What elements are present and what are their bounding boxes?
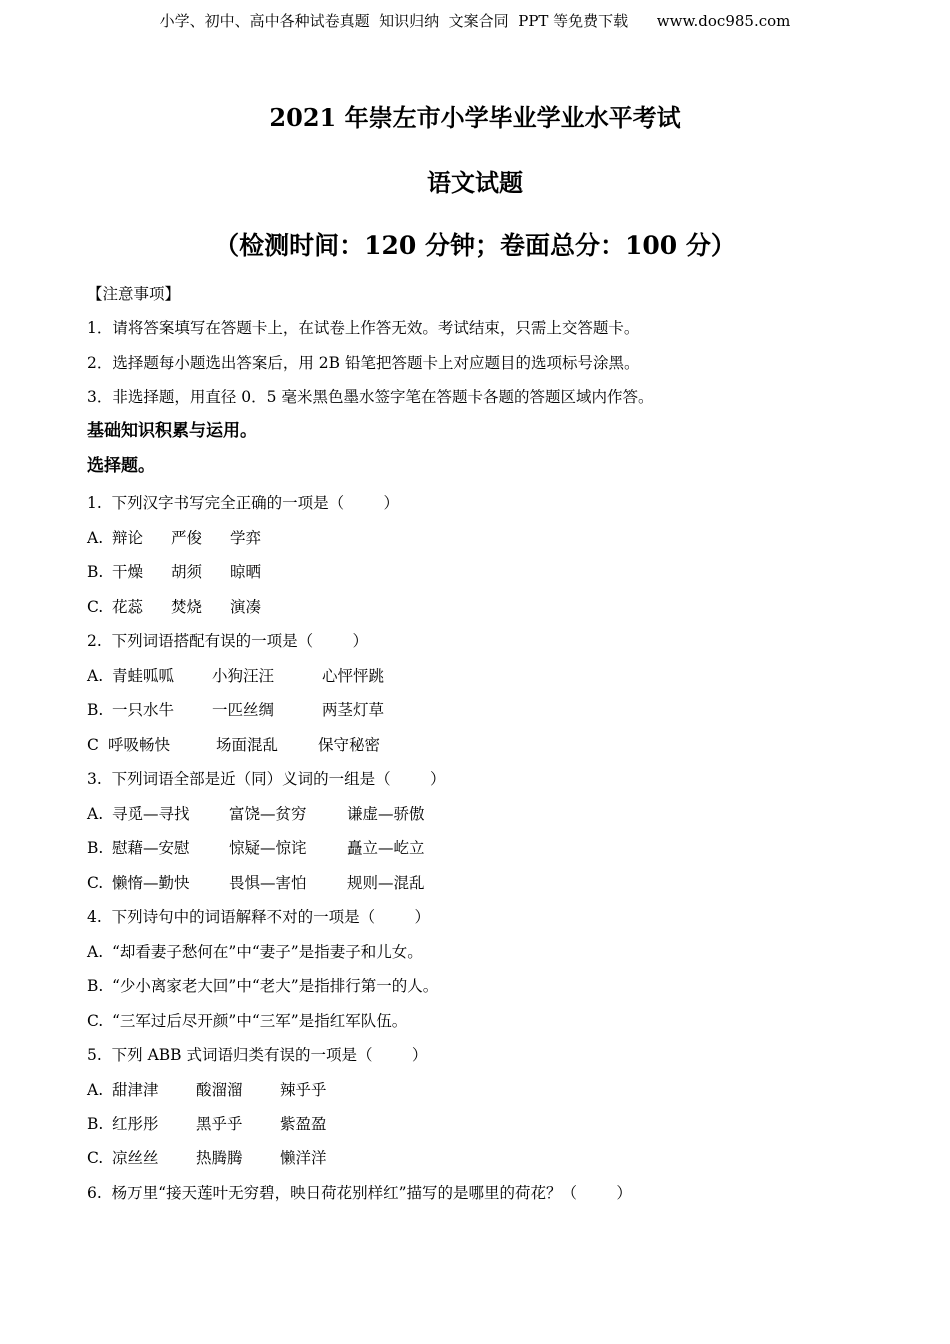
option-letter: A. [87,1081,104,1099]
option-word: 畏惧—害怕 [229,874,307,892]
exam-subject: 语文试题 [427,168,523,197]
option-word: 富饶—贫穷 [229,805,307,823]
option-word: 胡须 [171,563,203,581]
option-word: 严俊 [171,529,203,547]
option-word: 懒洋洋 [280,1149,327,1167]
notice-heading: 【注意事项】 [87,285,181,303]
option-letter: B. [87,701,104,719]
option-text: “三军过后尽开颜”中“三军”是指红军队伍。 [112,1012,408,1030]
option-word: 凉丝丝 [112,1149,159,1167]
option-word: 学弈 [230,529,262,547]
option-letter: C. [87,1149,104,1167]
option-word: 演凑 [230,598,262,616]
notice-item: 1．请将答案填写在答题卡上，在试卷上作答无效。考试结束，只需上交答题卡。 [87,319,640,337]
option-word: 红彤彤 [112,1115,159,1133]
option-word: 保守秘密 [318,736,381,754]
option-word: 一匹丝绸 [212,701,275,719]
option-word: 甜津津 [112,1081,159,1099]
option-letter: B. [87,977,104,995]
option-word: 酸溜溜 [196,1081,243,1099]
exam-info: （检测时间：120 分钟；卷面总分：100 分） [214,231,736,260]
option-word: 一只水牛 [112,701,175,719]
option-letter: C [87,736,99,754]
option-word: 紫盈盈 [280,1115,327,1133]
option-word: 两茎灯草 [322,701,385,719]
option-word: 焚烧 [171,598,203,616]
option-word: 晾晒 [230,563,262,581]
option-letter: A. [87,667,104,685]
notice-item: 3．非选择题，用直径 0．5 毫米黑色墨水签字笔在答题卡各题的答题区域内作答。 [87,388,654,406]
option-word: 花蕊 [112,598,144,616]
page-header-banner: 小学、初中、高中各种试卷真题 知识归纳 文案合同 PPT 等免费下载 www.doc985.com [159,12,791,30]
option-word: 黑乎乎 [196,1115,243,1133]
option-word: 辩论 [112,529,144,547]
option-word: 心怦怦跳 [322,667,385,685]
option-word: 热腾腾 [196,1149,243,1167]
option-word: 干燥 [112,563,144,581]
notice-item: 2．选择题每小题选出答案后，用 2B 铅笔把答题卡上对应题目的选项标号涂黑。 [87,354,640,372]
question-stem: 1. 下列汉字书写完全正确的一项是（ ） [87,494,400,512]
question-stem: 2. 下列词语搭配有误的一项是（ ） [87,632,369,650]
option-word: 青蛙呱呱 [112,667,175,685]
question-stem: 3. 下列词语全部是近（同）义词的一组是（ ） [87,770,446,788]
option-letter: B. [87,839,104,857]
option-word: 辣乎乎 [280,1081,327,1099]
option-text: “少小离家老大回”中“老大”是指排行第一的人。 [112,977,439,995]
question-type-heading: 选择题。 [87,456,155,476]
option-word: 懒惰—勤快 [112,874,190,892]
question-stem: 4. 下列诗句中的词语解释不对的一项是（ ） [87,908,431,926]
option-letter: C. [87,874,104,892]
option-letter: A. [87,529,104,547]
option-letter: C. [87,1012,104,1030]
option-letter: B. [87,563,104,581]
section-heading: 基础知识积累与运用。 [87,421,257,441]
question-stem: 5. 下列 ABB 式词语归类有误的一项是（ ） [87,1046,428,1064]
option-word: 谦虚—骄傲 [347,805,425,823]
exam-title: 2021 年崇左市小学毕业学业水平考试 [269,103,681,132]
option-word: 场面混乱 [216,736,279,754]
option-word: 寻觅—寻找 [112,805,190,823]
option-word: 呼吸畅快 [108,736,171,754]
option-word: 慰藉—安慰 [112,839,190,857]
option-letter: B. [87,1115,104,1133]
question-stem: 6. 杨万里“接天莲叶无穷碧，映日荷花别样红”描写的是哪里的荷花？（ ） [87,1184,632,1202]
option-word: 规则—混乱 [347,874,425,892]
option-word: 矗立—屹立 [347,839,425,857]
option-letter: C. [87,598,104,616]
option-word: 惊疑—惊诧 [229,839,307,857]
option-letter: A. [87,805,104,823]
option-word: 小狗汪汪 [212,667,275,685]
option-text: “却看妻子愁何在”中“妻子”是指妻子和儿女。 [112,943,423,961]
option-letter: A. [87,943,104,961]
